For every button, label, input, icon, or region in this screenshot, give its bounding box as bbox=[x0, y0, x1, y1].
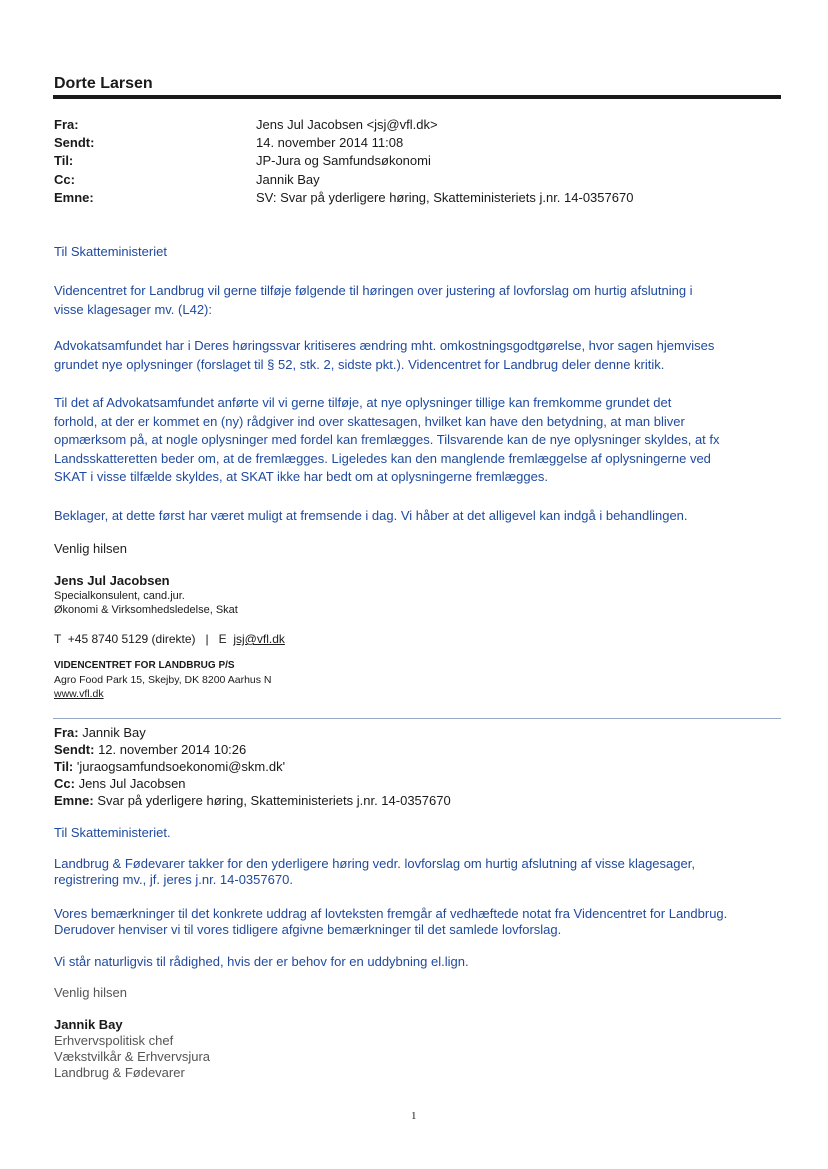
fwd-greeting: Til Skatteministeriet. bbox=[54, 825, 171, 840]
fwd-sent bbox=[54, 742, 246, 757]
fwd-paragraph-2-line: Derudover henviser vi til vores tidligere afgivne bemærkninger til det samlede lovforslag. bbox=[54, 922, 562, 937]
fwd-from-value: Jannik Bay bbox=[82, 725, 146, 740]
signature-name: Jens Jul Jacobsen bbox=[54, 573, 170, 588]
signature-title: Specialkonsulent, cand.jur. bbox=[54, 590, 185, 602]
paragraph-3-line: Landsskatteretten beder om, at de fremlægges. Ligeledes kan den manglende fremlæggelse af oplysningerne ved bbox=[54, 450, 711, 466]
from-value: Jens Jul Jacobsen <jsj@vfl.dk> bbox=[256, 117, 438, 132]
sent-label: Sendt: bbox=[54, 135, 95, 150]
paragraph-1-line: visse klagesager mv. (L42): bbox=[54, 301, 212, 317]
fwd-closing: Venlig hilsen bbox=[54, 985, 127, 1000]
fwd-to-value: 'juraogsamfundsoekonomi@skm.dk' bbox=[76, 759, 286, 774]
paragraph-3-line: opmærksom på, at nogle oplysninger med fordel kan fremlægges. Tilsvarende kan de nye oplysninger skyldes, at fx bbox=[54, 432, 720, 447]
header-rule bbox=[53, 95, 781, 99]
fwd-sent-label: Sendt: bbox=[54, 742, 95, 757]
fwd-subject-label: Emne: bbox=[54, 793, 94, 808]
paragraph-1-line: Videncentret for Landbrug vil gerne tilføje følgende til høringen over justering af lovforslag om hurtig afslutning i bbox=[54, 283, 693, 298]
fwd-paragraph-1-line: registrering mv., jf. jeres j.nr. 14-0357670. bbox=[54, 872, 293, 887]
signature-department: Økonomi & Virksomhedsledelse, Skat bbox=[54, 604, 238, 616]
fwd-signature-title: Erhvervspolitisk chef bbox=[54, 1033, 174, 1048]
forward-divider bbox=[53, 718, 781, 719]
paragraph-3-line: forhold, at der er kommet en (ny) rådgiver ind over skattesagen, hvilket kan have den betydning, at man bliver bbox=[54, 413, 685, 429]
paragraph-3-line: SKAT i visse tilfælde skyldes, at SKAT ikke har bedt om at oplysningerne fremlægges. bbox=[54, 469, 548, 484]
fwd-from bbox=[54, 725, 146, 740]
signature-website-link[interactable]: www.vfl.dk bbox=[54, 688, 104, 700]
paragraph-2-line: Advokatsamfundet har i Deres høringssvar kritiseres ændring mht. omkostningsgodtgørelse, hvor sagen hjemvises bbox=[54, 338, 715, 353]
fwd-paragraph-3: Vi står naturligvis til rådighed, hvis der er behov for en uddybning el.lign. bbox=[54, 954, 469, 969]
cc-label: Cc: bbox=[54, 172, 75, 187]
to-label: Til: bbox=[54, 153, 74, 168]
fwd-signature-dept: Vækstvilkår & Erhvervsjura bbox=[54, 1049, 211, 1064]
to-value: JP-Jura og Samfundsøkonomi bbox=[256, 153, 431, 168]
sent-value: 14. november 2014 11:08 bbox=[256, 135, 404, 150]
cc-value: Jannik Bay bbox=[256, 172, 320, 187]
fwd-paragraph-1 bbox=[54, 856, 774, 888]
fwd-paragraph-2 bbox=[54, 906, 774, 938]
fwd-subject-value: Svar på yderligere høring, Skatteministeriets j.nr. 14-0357670 bbox=[97, 793, 451, 808]
fwd-cc-label: Cc: bbox=[54, 776, 75, 791]
fwd-signature-org: Landbrug & Fødevarer bbox=[54, 1065, 185, 1080]
fwd-to-label: Til: bbox=[54, 759, 74, 774]
signature-company: VIDENCENTRET FOR LANDBRUG P/S bbox=[54, 660, 235, 671]
closing: Venlig hilsen bbox=[54, 541, 127, 556]
fwd-cc-value: Jens Jul Jacobsen bbox=[78, 776, 186, 791]
signature-address: Agro Food Park 15, Skejby, DK 8200 Aarhus N bbox=[54, 674, 272, 686]
paragraph-2 bbox=[54, 337, 774, 374]
signature-phone: T +45 8740 5129 (direkte) | E bbox=[54, 632, 234, 646]
signature-email-link[interactable]: jsj@vfl.dk bbox=[233, 632, 285, 646]
fwd-sent-value: 12. november 2014 10:26 bbox=[98, 742, 247, 757]
paragraph-3-line: Til det af Advokatsamfundet anførte vil vi gerne tilføje, at nye oplysninger tillige kan fremkomme grundet det bbox=[54, 395, 672, 410]
paragraph-2-line: grundet nye oplysninger (forslaget til § 52, stk. 2, sidste pkt.). Videncentret for Landbrug deler denne kritik. bbox=[54, 356, 665, 372]
fwd-cc bbox=[54, 776, 186, 791]
subject-value: SV: Svar på yderligere høring, Skatteministeriets j.nr. 14-0357670 bbox=[256, 190, 634, 205]
fwd-signature-name: Jannik Bay bbox=[54, 1017, 123, 1032]
signature-contact bbox=[54, 632, 285, 646]
fwd-paragraph-1-line: Landbrug & Fødevarer takker for den yderligere høring vedr. lovforslag om hurtig afslutning af visse klagesager, bbox=[54, 856, 695, 871]
page-number: 1 bbox=[411, 1110, 417, 1122]
recipient-name: Dorte Larsen bbox=[54, 75, 153, 92]
paragraph-3 bbox=[54, 394, 774, 487]
subject-label: Emne: bbox=[54, 190, 94, 205]
fwd-to bbox=[54, 759, 285, 774]
fwd-paragraph-2-line: Vores bemærkninger til det konkrete uddrag af lovteksten fremgår af vedhæftede notat fra Videncentret for Landbrug. bbox=[54, 906, 728, 921]
from-label: Fra: bbox=[54, 117, 79, 132]
paragraph-4: Beklager, at dette først har været muligt at fremsende i dag. Vi håber at det alligevel kan indgå i behandlingen. bbox=[54, 508, 688, 523]
greeting: Til Skatteministeriet bbox=[54, 244, 167, 259]
fwd-from-label: Fra: bbox=[54, 725, 79, 740]
fwd-subject bbox=[54, 793, 451, 808]
paragraph-1 bbox=[54, 282, 774, 319]
